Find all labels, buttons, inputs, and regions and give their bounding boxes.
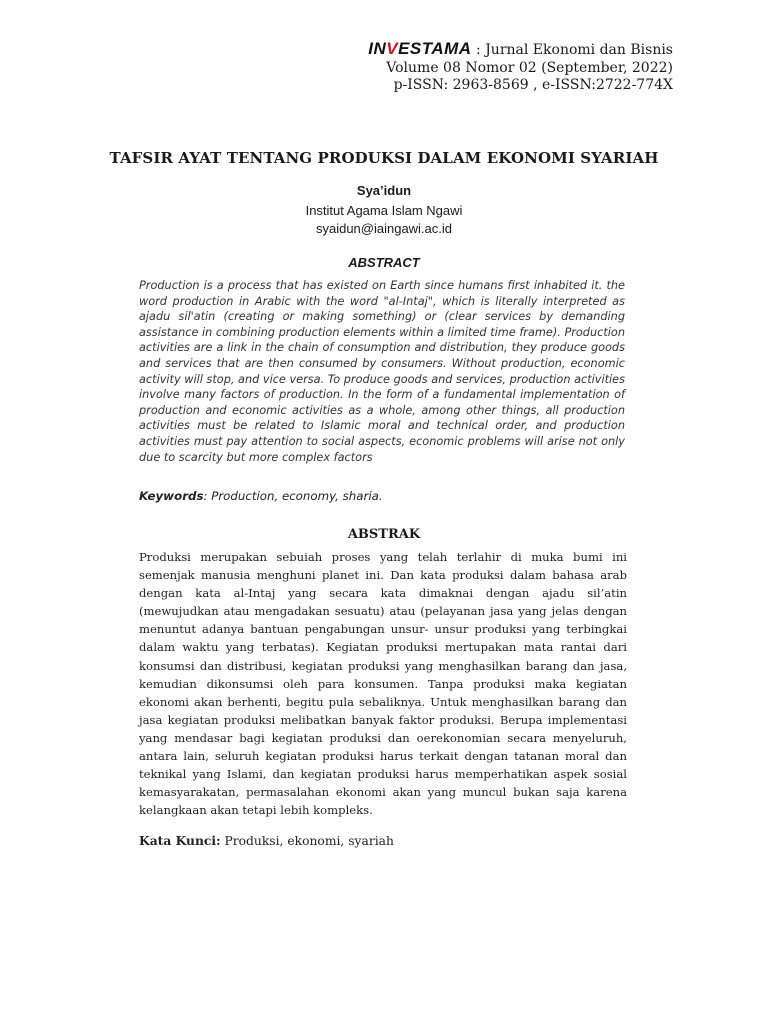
author-email: syaidun@iaingawi.ac.id <box>315 221 453 236</box>
abstract-keywords <box>139 489 383 503</box>
journal-logo: INVESTAMA <box>368 39 472 58</box>
abstract-body: Production is a process that has existed on Earth since humans first inhabited it. the word production in Arabic with the word "al-Intaj", which is literally interpreted as ajadu sil'atin (creating or making something) or (clear services by demanding assistance in combining production elements within a limited time frame). Production activities are a link in the chain of consumption and distribution, they produce goods and services that are then consumed by consumers. Without production, economic activity will stop, and vice versa. To produce goods and services, production activities involve many factors of production. In the form of a fundamental implementation of production and economic activities as a whole, among other things, all production activities must be related to Islamic moral and technical order, and production activities must pay attention to social aspects, economic problems will arise not only due to scarcity but more complex factors <box>139 279 626 464</box>
abstrak-heading: ABSTRAK <box>347 527 421 542</box>
kata-kunci-text: Produksi, ekonomi, syariah <box>220 834 394 848</box>
journal-title-row <box>368 40 673 60</box>
author-affiliation-block <box>0 202 768 238</box>
author-name: Sya’idun <box>356 183 412 198</box>
keywords-text: : Production, economy, sharia. <box>203 489 383 503</box>
paper-title: TAFSIR AYAT TENTANG PRODUKSI DALAM EKONOMI SYARIAH <box>109 149 659 167</box>
kata-kunci-label: Kata Kunci: <box>139 833 221 848</box>
journal-header <box>368 40 673 95</box>
abstract-heading: ABSTRACT <box>348 255 420 270</box>
journal-name: : Jurnal Ekonomi dan Bisnis <box>471 42 673 58</box>
journal-volume: Volume 08 Nomor 02 (September, 2022) <box>386 59 673 76</box>
abstrak-body: Produksi merupakan sebuiah proses yang telah terlahir di muka bumi ini semenjak manusia menghuni planet ini. Dan kata produksi dalam bahasa arab dengan kata al-Intaj yang secara kata dimaknai dengan ajadu sil’atin (mewujudkan atau mengadakan sesuatu) atau (pelayanan jasa yang jelas dengan menuntut adanya bantuan pengabungan unsur- unsur produksi yang terbingkai dalam waktu yang terbatas). Kegiatan produksi mertupakan mata rantai dari konsumsi dan distribusi, kegiatan produksi yang menghasilkan barang dan jasa, kemudian dikonsumsi oleh para konsumen. Tanpa produksi maka kegiatan ekonomi akan berhenti, begitu pula sebaliknya. Untuk menghasilkan barang dan jasa kegiatan produksi melibatkan banyak faktor produksi. Berupa implementasi yang mendasar bagi kegiatan produksi dan oerekonomian secara menyeluruh, antara lain, seluruh kegiatan produksi harus terkait dengan tatanan moral dan teknikal yang Islami, dan kegiatan produksi harus memperhatikan aspek sosial kemasyarakatan, permasalahan ekonomi akan yang muncul bukan saja karena kelangkaan akan tetapi lebih kompleks. <box>139 550 627 818</box>
abstrak-keywords <box>139 833 394 848</box>
author-affiliation: Institut Agama Islam Ngawi <box>305 203 463 218</box>
keywords-label: Keywords <box>139 489 204 503</box>
journal-issn: p-ISSN: 2963-8569 , e-ISSN:2722-774X <box>393 77 673 93</box>
